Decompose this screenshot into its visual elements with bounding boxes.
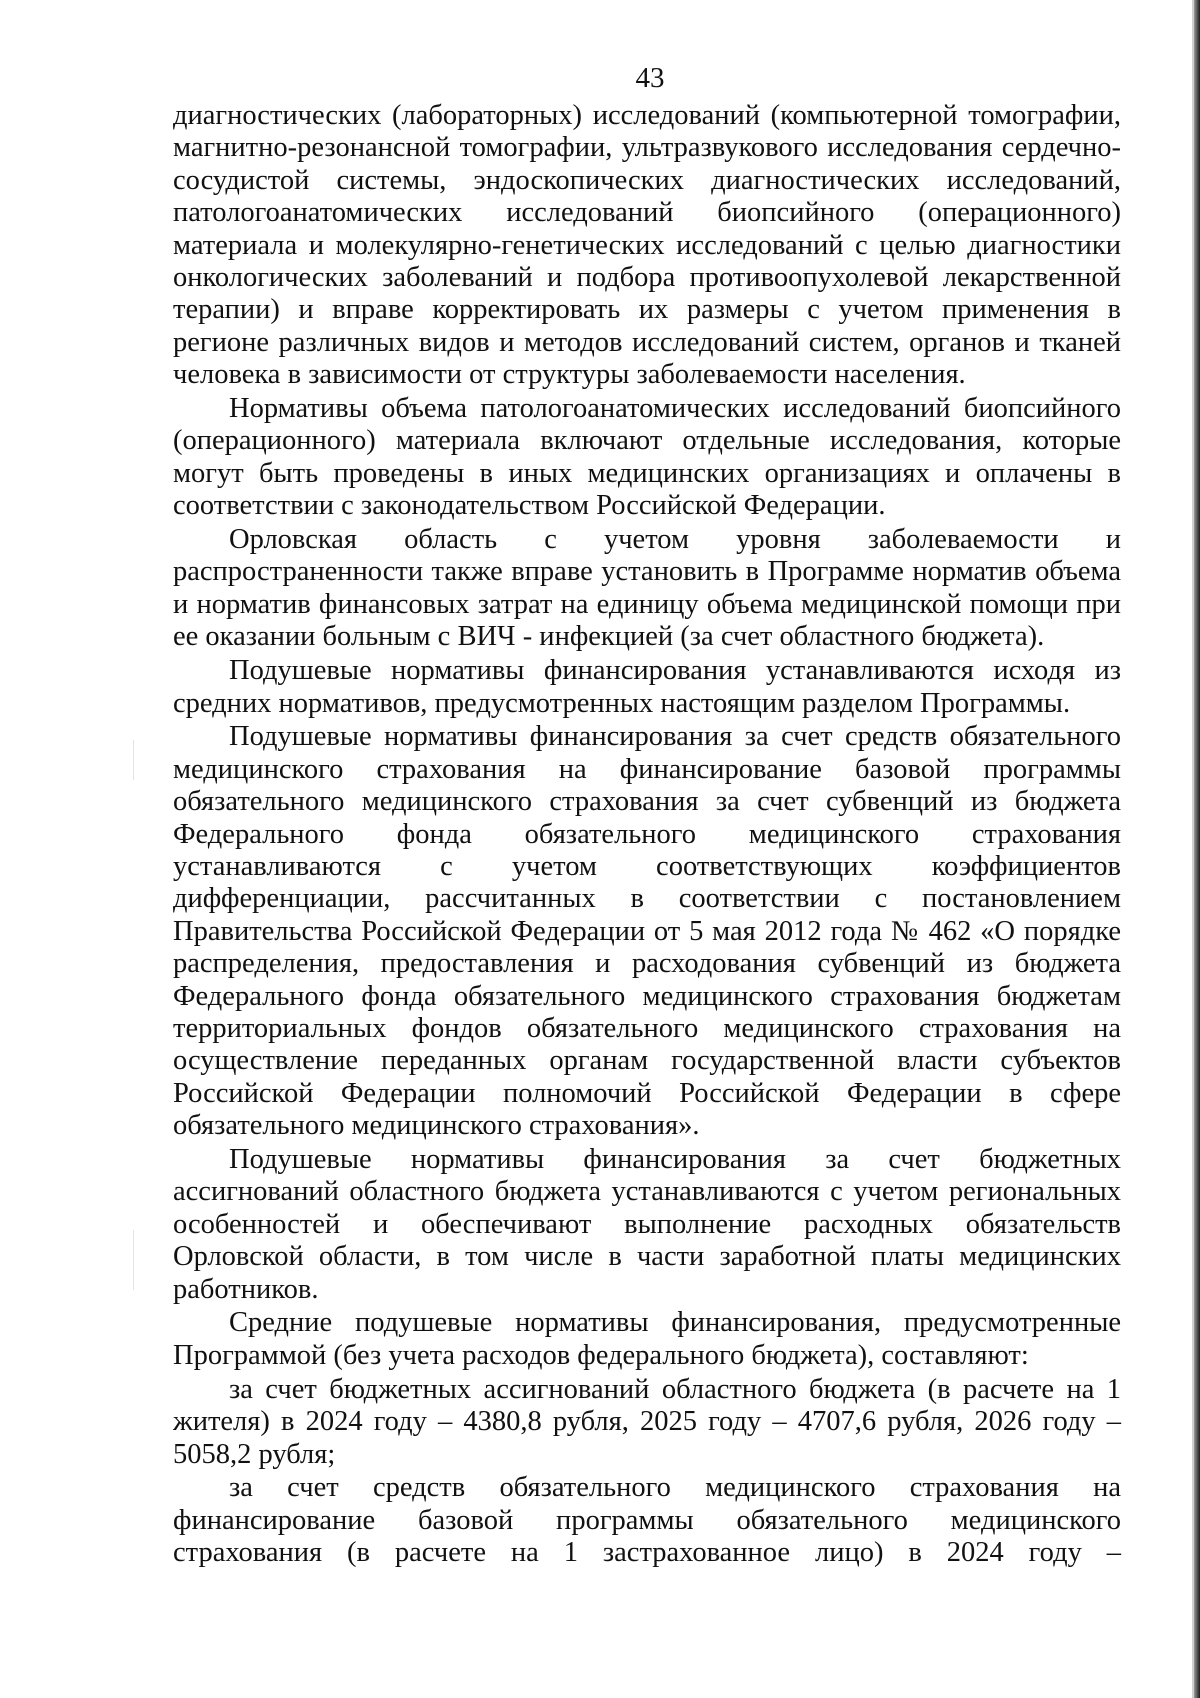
- text-line: работников.: [173, 1273, 319, 1305]
- page-number: 43: [635, 62, 665, 94]
- paragraph: [173, 721, 1121, 1142]
- text-line: Федерального фонда обязательного медицинского страхования: [173, 818, 1121, 850]
- text-line: регионе различных видов и методов исследований систем, органов и тканей: [173, 326, 1121, 358]
- text-line: средних нормативов, предусмотренных настоящим разделом Программы.: [173, 687, 1071, 719]
- scan-artifact-mark: [133, 740, 134, 780]
- paragraph: [173, 1307, 1121, 1372]
- paragraph: [173, 100, 1121, 392]
- text-line: и норматив финансовых затрат на единицу объема медицинской помощи при: [173, 588, 1121, 620]
- text-line: Программой (без учета расходов федерального бюджета), составляют:: [173, 1339, 1029, 1371]
- text-line: соответствии с законодательством Российской Федерации.: [173, 490, 886, 522]
- scan-edge-shadow: [1194, 0, 1200, 1698]
- text-line: дифференциации, рассчитанных в соответствии с постановлением: [173, 883, 1121, 915]
- text-line: распределения, предоставления и расходования субвенций из бюджета: [173, 948, 1121, 980]
- text-line: (операционного) материала включают отдельные исследования, которые: [173, 425, 1121, 457]
- text-line: Орловской области, в том числе в части заработной платы медицинских: [173, 1241, 1121, 1273]
- text-line: обязательного медицинского страхования».: [173, 1110, 700, 1142]
- paragraph: [173, 524, 1121, 654]
- text-line: материала и молекулярно-генетических исследований с целью диагностики: [173, 229, 1121, 261]
- paragraph: [173, 1472, 1121, 1569]
- text-line: Федерального фонда обязательного медицинского страхования бюджетам: [173, 980, 1121, 1012]
- text-line: особенностей и обеспечивают выполнение расходных обязательств: [173, 1208, 1121, 1240]
- paragraph: [173, 655, 1121, 720]
- text-line: Нормативы объема патологоанатомических исследований биопсийного: [229, 393, 1121, 425]
- text-line: жителя) в 2024 году – 4380,8 рубля, 2025 году – 4707,6 рубля, 2026 году –: [173, 1406, 1121, 1438]
- text-line: Подушевые нормативы финансирования за счет бюджетных: [229, 1144, 1121, 1175]
- text-line: Средние подушевые нормативы финансирования, предусмотренные: [229, 1307, 1121, 1339]
- text-line: территориальных фондов обязательного медицинского страхования на: [173, 1012, 1121, 1044]
- text-line: Правительства Российской Федерации от 5 мая 2012 года № 462 «О порядке: [173, 915, 1121, 947]
- text-line: Российской Федерации полномочий Российской Федерации в сфере: [173, 1077, 1121, 1109]
- text-line: терапии) и вправе корректировать их размеры с учетом применения в: [173, 294, 1121, 326]
- paragraph: [173, 1144, 1121, 1306]
- text-line: магнитно-резонансной томографии, ультразвукового исследования сердечно-: [173, 132, 1121, 164]
- text-line: Подушевые нормативы финансирования устанавливаются исходя из: [229, 655, 1121, 687]
- text-line: распространенности также вправе установить в Программе норматив объема: [173, 556, 1121, 588]
- text-line: осуществление переданных органам государственной власти субъектов: [173, 1045, 1121, 1077]
- text-line: 5058,2 рубля;: [173, 1438, 336, 1470]
- text-line: диагностических (лабораторных) исследований (компьютерной томографии,: [173, 100, 1121, 131]
- text-line: страхования (в расчете на 1 застрахованное лицо) в 2024 году –: [173, 1537, 1121, 1569]
- text-line: Орловская область с учетом уровня заболеваемости и: [229, 524, 1121, 556]
- text-line: человека в зависимости от структуры заболеваемости населения.: [173, 359, 966, 391]
- paragraph: [173, 393, 1121, 523]
- text-line: сосудистой системы, эндоскопических диагностических исследований,: [173, 164, 1121, 196]
- text-line: устанавливаются с учетом соответствующих коэффициентов: [173, 850, 1121, 882]
- text-line: финансирование базовой программы обязательного медицинского: [173, 1504, 1121, 1536]
- text-line: медицинского страхования на финансирование базовой программы: [173, 753, 1121, 785]
- text-line: онкологических заболеваний и подбора противоопухолевой лекарственной: [173, 261, 1121, 293]
- text-line: за счет средств обязательного медицинского страхования на: [229, 1472, 1121, 1504]
- paragraph: [173, 1374, 1121, 1471]
- text-line: Подушевые нормативы финансирования за счет средств обязательного: [229, 721, 1121, 753]
- text-line: ассигнований областного бюджета устанавливаются с учетом региональных: [173, 1176, 1121, 1208]
- text-line: патологоанатомических исследований биопсийного (операционного): [173, 197, 1121, 229]
- text-line: обязательного медицинского страхования за счет субвенций из бюджета: [173, 786, 1121, 818]
- text-line: за счет бюджетных ассигнований областного бюджета (в расчете на 1: [229, 1373, 1121, 1405]
- text-line: ее оказании больным с ВИЧ - инфекцией (за счет областного бюджета).: [173, 621, 1045, 653]
- scan-artifact-mark: [133, 1230, 134, 1290]
- text-line: могут быть проведены в иных медицинских организациях и оплачены в: [173, 457, 1121, 489]
- document-body: [173, 100, 1121, 1570]
